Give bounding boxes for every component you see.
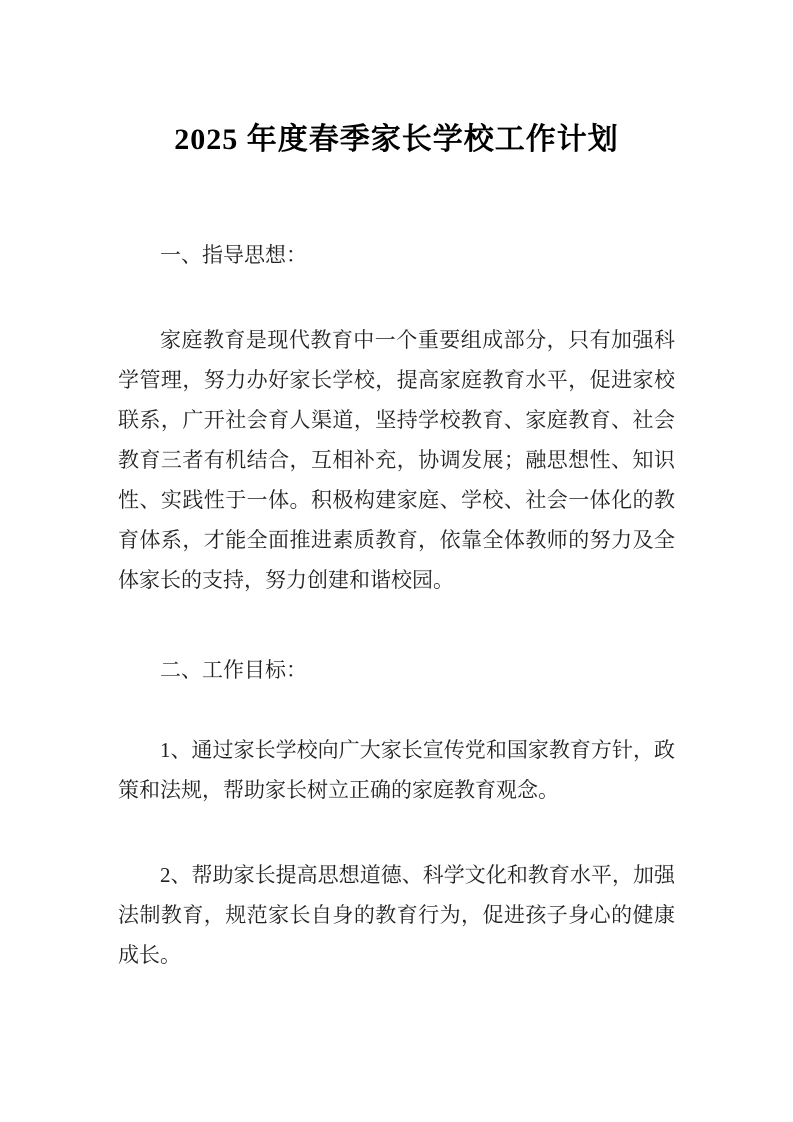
document-title: 2025 年度春季家长学校工作计划	[174, 123, 619, 156]
section-heading-work-goals: 二、工作目标：	[160, 658, 307, 682]
section-heading-guiding-ideology: 一、指导思想：	[160, 243, 307, 267]
paragraph-work-goal-2: 2、帮助家长提高思想道德、科学文化和教育水平，加强法制教育，规范家长自身的教育行为，促进孩子身心的健康成长。	[118, 863, 675, 967]
paragraph-work-goal-1: 1、通过家长学校向广大家长宣传党和国家教育方针，政策和法规，帮助家长树立正确的家庭教育观念。	[118, 738, 675, 802]
paragraph-guiding-ideology: 家庭教育是现代教育中一个重要组成部分，只有加强科学管理，努力办好家长学校，提高家庭教育水平，促进家校联系，广开社会育人渠道，坚持学校教育、家庭教育、社会教育三者有机结合，互相补充，协调发展；融思想性、知识性、实践性于一体。积极构建家庭、学校、社会一体化的教育体系，才能全面推进素质教育，依靠全体教师的努力及全体家长的支持，努力创建和谐校园。	[118, 328, 675, 592]
